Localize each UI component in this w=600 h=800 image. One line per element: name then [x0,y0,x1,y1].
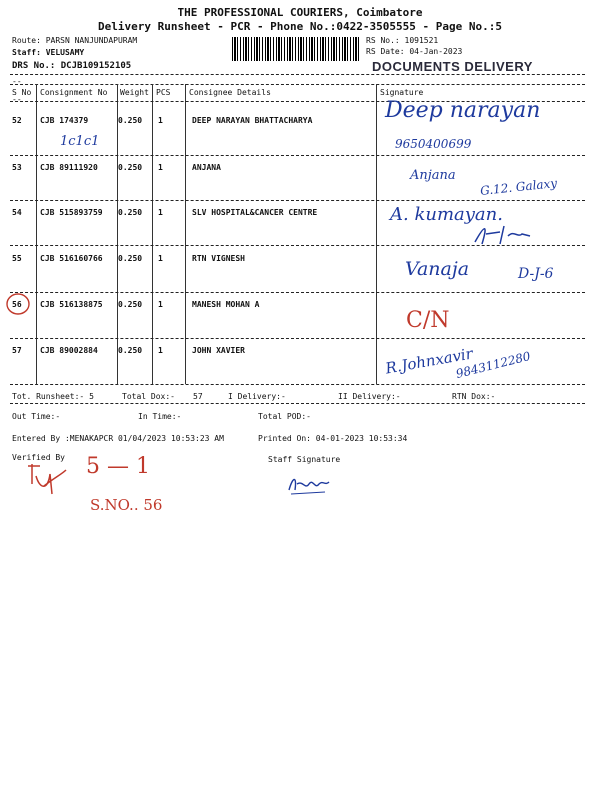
signature: R.Johnxavir [384,344,475,378]
phone-handwritten: 9843112280 [454,348,532,382]
door-handwritten: D-J-6 [518,266,554,282]
divider [10,200,585,201]
row-consignee: JOHN XAVIER [192,346,245,355]
divider [10,384,585,385]
address-handwritten: G.12. Galaxy [479,176,558,198]
col-header-sno: S No [12,88,32,97]
i-delivery: I Delivery:- [228,392,286,401]
row-weight: 0.250 [118,346,143,355]
total-dox-label: Total Dox:- [122,392,175,401]
phone-handwritten: 9650400699 [395,137,472,151]
row-consignee: MANESH MOHAN A [192,300,260,309]
divider [10,74,585,75]
rtn-dox: RTN Dox:- [452,392,496,401]
signature: A. kumayan. [390,204,503,225]
ii-delivery: II Delivery:- [338,392,401,401]
row-weight: 0.250 [118,163,143,172]
row-consignment: CJB 516138875 [40,300,103,309]
col-header-weight: Weight [120,88,149,97]
column-line [152,84,153,384]
column-line [117,84,118,384]
row-weight: 0.250 [118,116,143,125]
row-consignee: RTN VIGNESH [192,254,245,263]
staff-signature-scribble [285,472,335,496]
row-pcs: 1 [158,254,163,263]
row-sno: 53 [12,163,22,172]
row-consignee: DEEP NARAYAN BHATTACHARYA [192,116,313,125]
row-weight: 0.250 [118,208,143,217]
col-header-pcs: PCS [156,88,171,97]
staff-label: Staff: VELUSAMY [12,48,85,57]
row-sno: 56 [12,300,22,309]
row-consignment: CJB 515893759 [40,208,103,217]
red-circle-mark [5,292,31,316]
cn-mark: C/N [406,308,450,333]
entered-by: Entered By :MENAKAPCR 01/04/2023 10:53:23 AM [12,434,224,443]
col-header-consignee: Consignee Details [189,88,271,97]
row-consignment: CJB 516160766 [40,254,103,263]
documents-delivery-stamp: DOCUMENTS DELIVERY [372,59,533,74]
signature: Vanaja [405,258,470,280]
runsheet-title: Delivery Runsheet - PCR - Phone No.:0422-3505555 - Page No.:5 [98,20,502,33]
company-title: THE PROFESSIONAL COURIERS, Coimbatore [177,6,423,19]
row-pcs: 1 [158,300,163,309]
column-line [36,84,37,384]
staff-signature-label: Staff Signature [268,455,341,464]
verify-count: 5 — 1 [86,454,150,479]
signature: Anjana [410,168,456,183]
total-dox-value: 57 [193,392,203,401]
rs-date: RS Date: 04-Jan-2023 [366,47,463,56]
dash-mark: -- [12,77,22,86]
row-pcs: 1 [158,346,163,355]
dash-mark: -- [12,95,22,104]
col-header-consignment: Consignment No [40,88,108,97]
column-line [185,84,186,384]
row-sno: 52 [12,116,22,125]
row-consignment: CJB 174379 [40,116,89,125]
row-sno: 55 [12,254,22,263]
divider [10,155,585,156]
signature: Deep narayan [385,98,541,123]
divider [10,84,585,85]
verifier-initials [26,460,68,496]
in-time: In Time:- [138,412,182,421]
row-pcs: 1 [158,163,163,172]
row-weight: 0.250 [118,300,143,309]
barcode-image [232,37,360,61]
printed-on: Printed On: 04-01-2023 10:53:34 [258,434,408,443]
row-sno: 57 [12,346,22,355]
divider [10,338,585,339]
divider [10,245,585,246]
divider [10,403,585,404]
column-line [376,84,377,384]
row-pcs: 1 [158,208,163,217]
row-weight: 0.250 [118,254,143,263]
row-consignment: CJB 89002884 [40,346,98,355]
verified-by-label: Verified By [12,453,65,462]
row-pcs: 1 [158,116,163,125]
drs-number: DRS No.: DCJB109152105 [12,61,132,71]
total-pod: Total POD:- [258,412,311,421]
row-sno: 54 [12,208,22,217]
tot-runsheet: Tot. Runsheet:- 5 [12,392,94,401]
route-label: Route: PARSN NANJUNDAPURAM [12,36,138,45]
out-time: Out Time:- [12,412,61,421]
col-header-signature: Signature [380,88,424,97]
row-consignee: SLV HOSPITAL&CANCER CENTRE [192,208,318,217]
handwritten-note: 1c1c1 [60,134,100,149]
row-consignment: CJB 89111920 [40,163,98,172]
divider [10,292,585,293]
sno-note: S.NO.. 56 [90,496,163,514]
rs-number: RS No.: 1091521 [366,36,439,45]
row-consignee: ANJANA [192,163,221,172]
